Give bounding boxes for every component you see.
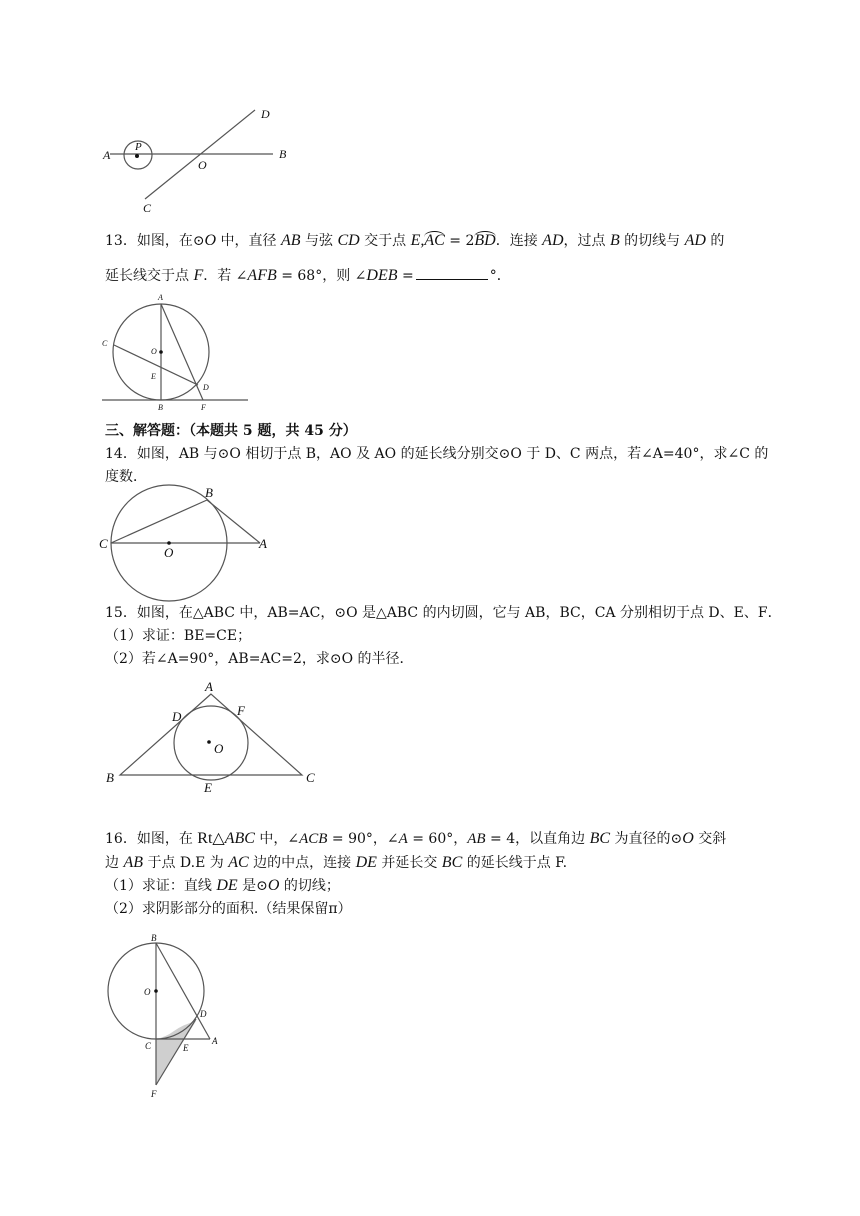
q15-line2: （1）求证：BE=CE； [105,628,252,644]
q14-line1: 14．如图，AB 与⊙O 相切于点 B，AO 及 AO 的延长线分别交⊙O 于 D、C 两点，若∠A=40°，求∠C 的 [105,446,769,462]
label-C: C [102,339,108,348]
q13-line1: 13．如图，在⊙O 中，直径 AB 与弦 CD 交于点 E,AC = 2BD．连接 AD，过点 B 的切线与 AD 的 [105,232,725,249]
label-E: E [183,1043,189,1053]
q16-line3: （1）求证：直线 DE 是⊙O 的切线； [105,877,340,894]
figure-q16 [100,925,235,1105]
figure-line-circle [95,100,305,220]
answer-blank [416,267,488,280]
label-B: B [205,485,213,500]
label-B: B [151,933,157,943]
figure-q14 [95,480,285,605]
label-D: D [200,1009,207,1019]
label-A: A [103,148,111,162]
label-O: O [144,987,151,997]
label-A: A [158,293,163,302]
label-D: D [172,709,182,724]
q16-line1: 16．如图，在 Rt△ABC 中，∠ACB = 90°，∠A = 60°，AB = 4，以直角边 BC 为直径的⊙O 交斜 [105,830,727,847]
q14-line2: 度数． [105,469,147,485]
q13-line2: 延长线交于点 F．若 ∠AFB = 68°，则 ∠DEB = °． [105,267,511,284]
label-C: C [143,201,152,215]
label-B: B [106,770,114,785]
label-F: F [201,403,206,412]
label-A: A [212,1036,218,1046]
label-D: D [203,383,209,392]
label-C: C [145,1041,152,1051]
label-O: O [214,741,224,756]
label-O: O [151,347,157,356]
label-C: C [306,770,315,785]
label-E: E [151,372,156,381]
figure-q15 [100,675,330,800]
label-P: P [135,141,142,153]
q16-line4: （2）求阴影部分的面积.（结果保留π） [105,901,352,917]
label-D: D [261,107,270,121]
label-E: E [204,780,212,795]
label-C: C [99,536,108,551]
label-B: B [158,403,163,412]
section-heading: 三、解答题：（本题共 5 题，共 45 分） [105,423,357,439]
figure-q13 [100,290,260,415]
label-A: A [259,536,267,551]
label-B: B [279,147,287,161]
label-O: O [164,545,174,560]
q15-line1: 15．如图，在△ABC 中，AB=AC，⊙O 是△ABC 的内切圆，它与 AB，BC，CA 分别相切于点 D、E、F． [105,605,782,621]
q16-line2: 边 AB 于点 D.E 为 AC 边的中点，连接 DE 并延长交 BC 的延长线于点 F. [105,854,568,871]
q15-line3: （2）若∠A=90°，AB=AC=2，求⊙O 的半径． [105,651,414,667]
label-F: F [237,703,245,718]
label-A: A [205,679,213,694]
label-O: O [198,158,207,172]
label-F: F [151,1089,157,1099]
